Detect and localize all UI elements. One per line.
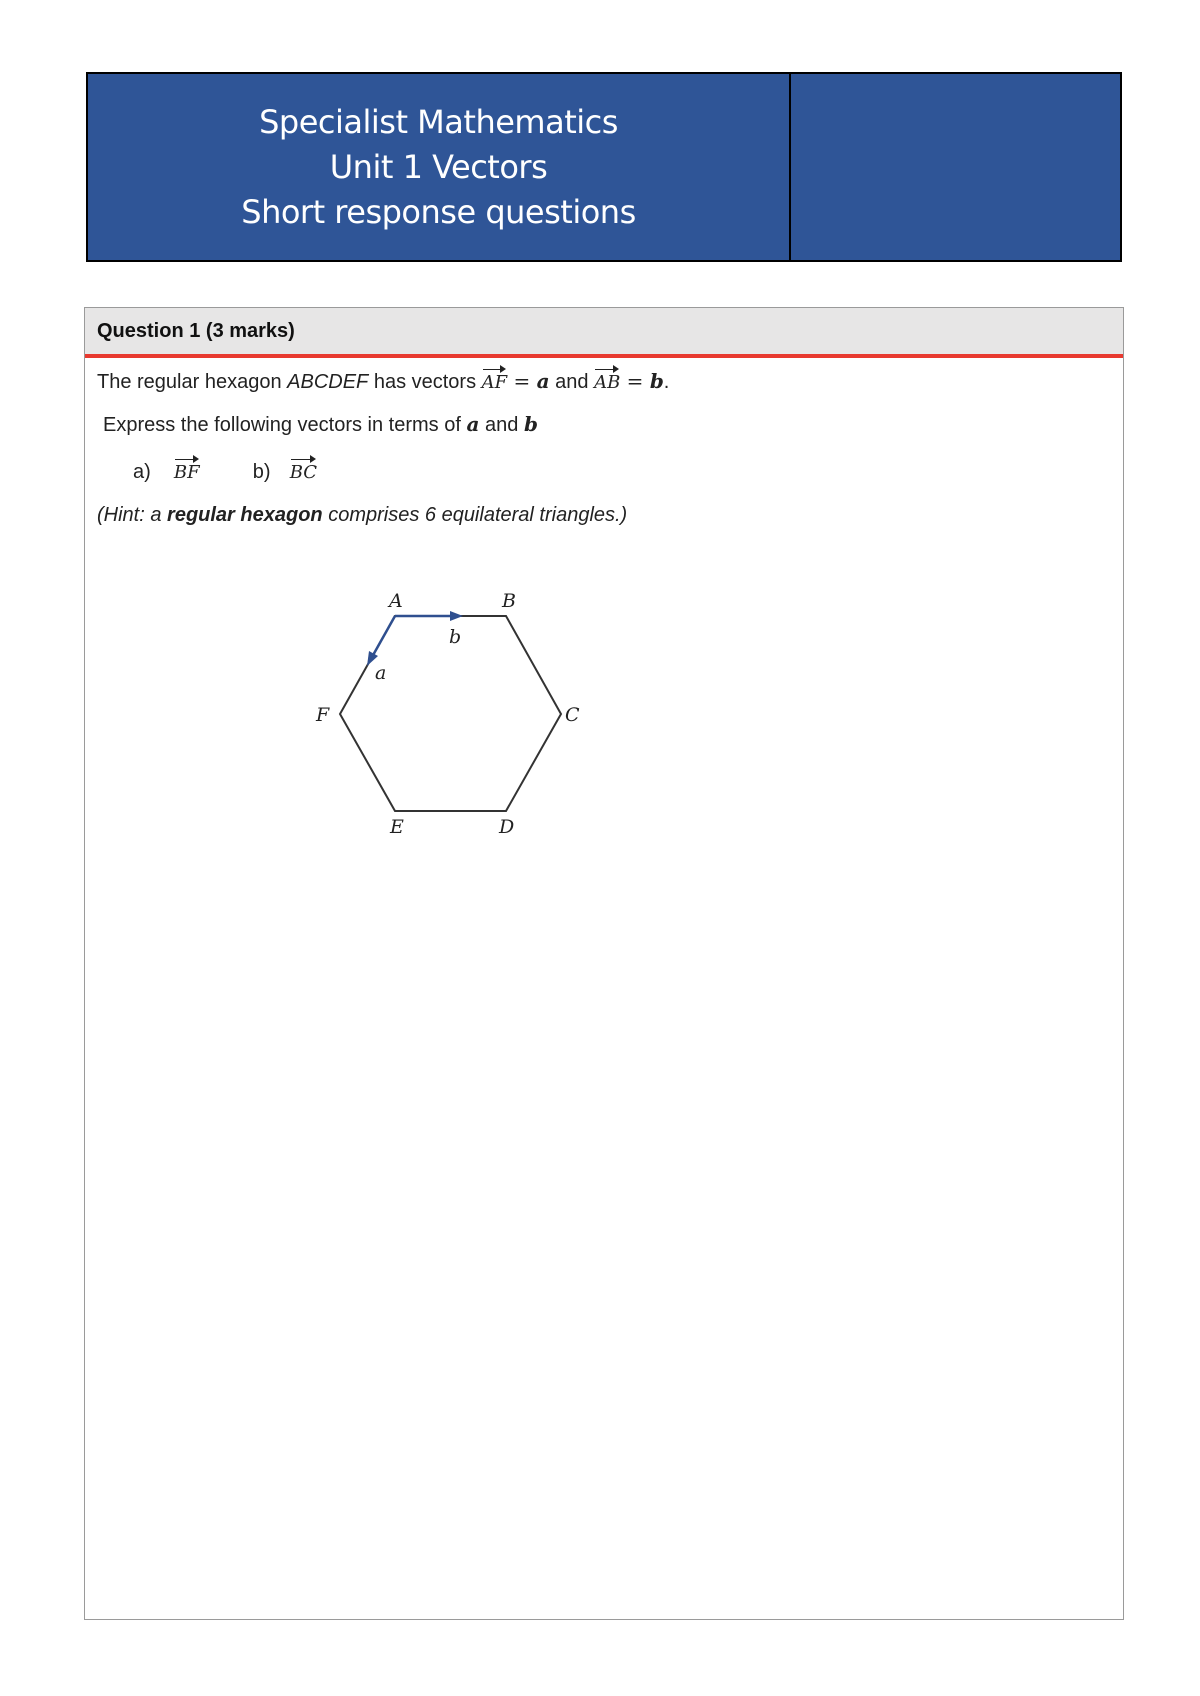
title-subject: Specialist Mathematics <box>259 102 618 141</box>
vector-bf: BF <box>174 458 200 483</box>
symbol-a: a <box>536 369 550 393</box>
part-a-label: a) <box>133 461 151 483</box>
vector-label-b: b <box>449 626 462 648</box>
vector-b-arrowhead <box>450 611 463 621</box>
vector-label-a: a <box>375 662 387 684</box>
vertex-label-a: A <box>389 590 403 612</box>
vector-a-arrow-shaft <box>372 616 395 657</box>
vector-bc: BC <box>290 458 317 483</box>
question-instruction: Express the following vectors in terms of a and b <box>103 412 538 436</box>
vector-af: AF <box>482 368 508 393</box>
title-banner <box>86 72 1122 262</box>
title-unit: Unit 1 Vectors <box>329 147 548 186</box>
part-b-label: b) <box>252 461 271 483</box>
hexagon-name: ABCDEF <box>287 371 369 393</box>
hexagon-diagram <box>225 583 605 853</box>
question-hint: (Hint: a regular hexagon comprises 6 equilateral triangles.) <box>97 504 628 526</box>
vertex-label-d: D <box>499 816 515 838</box>
question-header: Question 1 (3 marks) <box>85 308 1123 358</box>
title-section: Short response questions <box>241 192 636 231</box>
symbol-b: b <box>649 369 664 393</box>
vector-ab: AB <box>594 368 620 393</box>
vertex-label-e: E <box>390 816 404 838</box>
vertex-label-b: B <box>502 590 516 612</box>
title-block <box>88 74 791 260</box>
question-box <box>84 307 1124 1620</box>
hint-emphasis: regular hexagon <box>167 504 323 526</box>
question-intro: The regular hexagon ABCDEF has vectors AF = a and AB = b. <box>97 369 670 393</box>
vertex-label-f: F <box>316 704 330 726</box>
question-parts <box>133 458 317 484</box>
vertex-label-c: C <box>565 704 580 726</box>
title-blank-cell <box>791 74 1120 260</box>
